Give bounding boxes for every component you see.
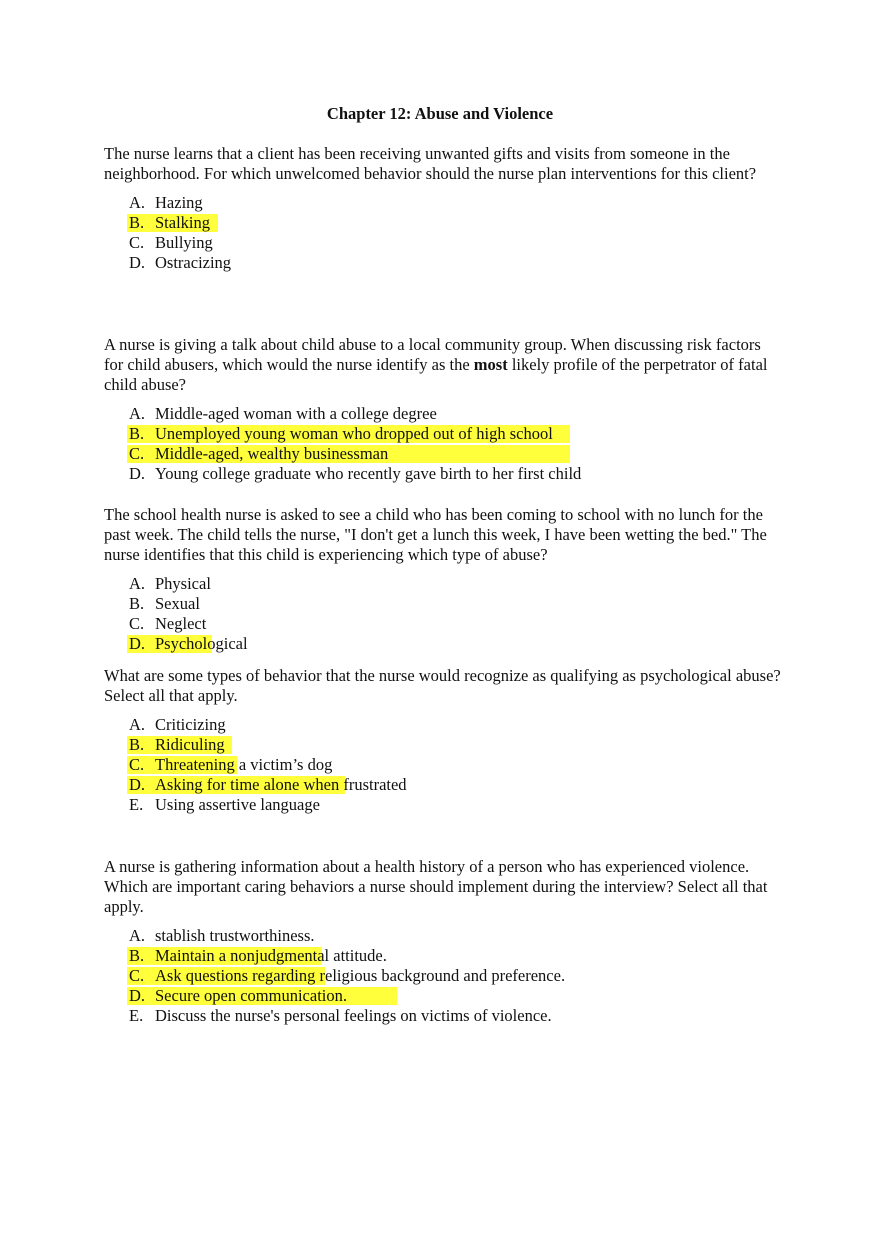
answer-options xyxy=(104,193,784,273)
option-letter: D. xyxy=(129,253,146,272)
option-text: Middle-aged woman with a college degree xyxy=(155,404,437,423)
option-letter: C. xyxy=(129,233,145,252)
option-text: Ostracizing xyxy=(155,253,232,272)
question-stem: What are some types of behavior that the nurse would recognize as qualifying as psychological abuse? Select all that apply. xyxy=(104,666,781,705)
option-letter: A. xyxy=(129,404,146,423)
question-1 xyxy=(104,144,784,273)
option-c xyxy=(104,444,784,464)
page-title: Chapter 12: Abuse and Violence xyxy=(326,104,554,123)
option-letter: C. xyxy=(129,966,145,985)
option-text: Psychological xyxy=(155,634,248,653)
option-letter: A. xyxy=(129,193,146,212)
option-d xyxy=(104,634,784,654)
option-letter: D. xyxy=(129,986,146,1005)
option-d xyxy=(104,986,784,1006)
option-letter: C. xyxy=(129,755,145,774)
option-a xyxy=(104,926,784,946)
option-b xyxy=(104,735,784,755)
option-text: Bullying xyxy=(155,233,213,252)
option-letter: E. xyxy=(129,1006,144,1025)
option-text: Maintain a nonjudgmental attitude. xyxy=(155,946,387,965)
option-b xyxy=(104,594,784,614)
option-text: Secure open communication. xyxy=(155,986,347,1005)
question-4 xyxy=(104,666,784,815)
option-text: Ask questions regarding religious background and preference. xyxy=(155,966,566,985)
option-letter: C. xyxy=(129,614,145,633)
option-letter: E. xyxy=(129,795,144,814)
question-stem: The nurse learns that a client has been receiving unwanted gifts and visits from someone in the neighborhood. For which unwelcomed behavior should the nurse plan interventions for this client? xyxy=(104,144,757,183)
option-a xyxy=(104,715,784,735)
option-d xyxy=(104,253,784,273)
option-b xyxy=(104,213,784,233)
option-letter: B. xyxy=(129,946,145,965)
option-letter: B. xyxy=(129,213,145,232)
option-text: Stalking xyxy=(155,213,211,232)
option-a xyxy=(104,574,784,594)
option-letter: A. xyxy=(129,926,146,945)
option-d xyxy=(104,775,784,795)
option-b xyxy=(104,946,784,966)
option-text: Young college graduate who recently gave birth to her first child xyxy=(155,464,582,483)
question-stem xyxy=(104,335,784,395)
answer-options xyxy=(104,715,784,815)
option-text: Neglect xyxy=(155,614,207,633)
option-letter: B. xyxy=(129,424,145,443)
question-stem: The school health nurse is asked to see a child who has been coming to school with no lunch for the past week. The child tells the nurse, "I don't get a lunch this week, I have been wetting the bed." The nurse identifies that this child is experiencing which type of abuse? xyxy=(104,505,767,564)
answer-options xyxy=(104,404,784,484)
option-text: Hazing xyxy=(155,193,203,212)
option-d xyxy=(104,464,784,484)
option-text: stablish trustworthiness. xyxy=(155,926,315,945)
question-stem: A nurse is gathering information about a health history of a person who has experienced violence. Which are important caring behaviors a nurse should implement during the interview? Select all that apply. xyxy=(104,857,768,916)
option-c xyxy=(104,966,784,986)
option-text: Using assertive language xyxy=(155,795,320,814)
option-letter: C. xyxy=(129,444,145,463)
option-letter: A. xyxy=(129,574,146,593)
question-2 xyxy=(104,335,784,484)
option-letter: D. xyxy=(129,634,146,653)
option-letter: B. xyxy=(129,735,145,754)
option-c xyxy=(104,614,784,634)
question-3 xyxy=(104,505,784,654)
option-letter: D. xyxy=(129,775,146,794)
stem-emphasis: most xyxy=(473,355,508,374)
question-5 xyxy=(104,857,784,1026)
option-a xyxy=(104,193,784,213)
option-c xyxy=(104,755,784,775)
option-a xyxy=(104,404,784,424)
option-text: Sexual xyxy=(155,594,200,613)
option-letter: D. xyxy=(129,464,146,483)
option-text: Threatening a victim’s dog xyxy=(155,755,333,774)
option-text: Asking for time alone when frustrated xyxy=(155,775,407,794)
answer-options xyxy=(104,574,784,654)
option-e xyxy=(104,1006,784,1026)
option-text: Discuss the nurse's personal feelings on victims of violence. xyxy=(155,1006,552,1025)
option-text: Ridiculing xyxy=(155,735,225,754)
option-b xyxy=(104,424,784,444)
stem-text: likely profile of the perpetrator of fatal child abuse? xyxy=(104,355,768,394)
option-text: Physical xyxy=(155,574,211,593)
option-letter: A. xyxy=(129,715,146,734)
option-c xyxy=(104,233,784,253)
option-text: Criticizing xyxy=(155,715,226,734)
option-text: Middle-aged, wealthy businessman xyxy=(155,444,389,463)
option-text: Unemployed young woman who dropped out of high school xyxy=(155,424,553,443)
option-e xyxy=(104,795,784,815)
answer-options xyxy=(104,926,784,1026)
option-letter: B. xyxy=(129,594,145,613)
stem-text: A nurse is giving a talk about child abuse to a local community group. When discussing risk factors for child abusers, which would the nurse identify as the xyxy=(104,335,761,374)
